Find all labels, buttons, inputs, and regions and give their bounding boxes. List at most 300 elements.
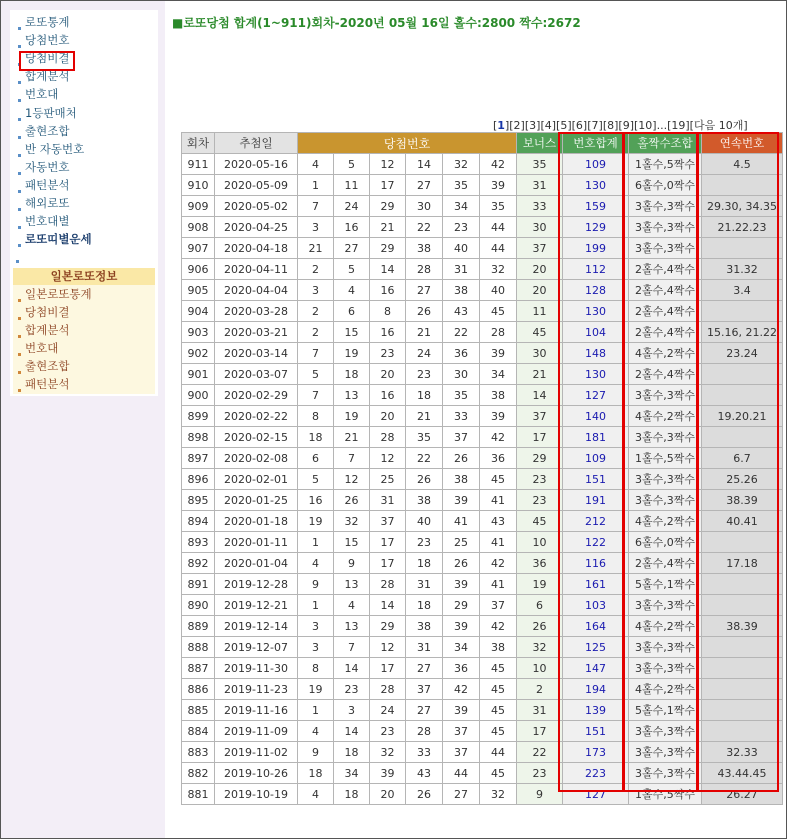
cell-date: 2019-12-14	[215, 616, 298, 637]
cell-consecutive: 6.7	[702, 448, 783, 469]
cell-date: 2020-03-21	[215, 322, 298, 343]
cell-number: 21	[370, 217, 406, 238]
cell-consecutive: 43.44.45	[702, 763, 783, 784]
cell-odd-even: 3홀수,3짝수	[629, 595, 702, 616]
cell-odd-even: 5홀수,1짝수	[629, 574, 702, 595]
cell-sum[interactable]: 139	[563, 700, 629, 721]
cell-round: 888	[182, 637, 215, 658]
sidebar-item-label: 번호대별	[25, 214, 70, 228]
page-link[interactable]: 9	[622, 119, 630, 132]
cell-round: 905	[182, 280, 215, 301]
cell-bonus: 31	[517, 175, 563, 196]
table-row	[182, 637, 783, 658]
cell-number: 21	[406, 406, 443, 427]
page-link[interactable]: 6	[575, 119, 583, 132]
japan-sidebar-item[interactable]	[12, 340, 58, 357]
sidebar-item[interactable]	[12, 177, 69, 194]
cell-sum[interactable]: 130	[563, 301, 629, 322]
sidebar-item-label: 당첨번호	[25, 33, 70, 47]
cell-date: 2020-03-14	[215, 343, 298, 364]
cell-number: 16	[298, 490, 334, 511]
table-row	[182, 679, 783, 700]
cell-number: 14	[334, 658, 370, 679]
cell-odd-even: 2홀수,4짝수	[629, 553, 702, 574]
cell-sum[interactable]: 140	[563, 406, 629, 427]
cell-number: 31	[406, 637, 443, 658]
cell-odd-even: 2홀수,4짝수	[629, 364, 702, 385]
cell-round: 911	[182, 154, 215, 175]
cell-sum[interactable]: 127	[563, 385, 629, 406]
bullet-icon	[18, 299, 21, 302]
cell-round: 897	[182, 448, 215, 469]
cell-sum[interactable]: 191	[563, 490, 629, 511]
table-row	[182, 574, 783, 595]
cell-number: 43	[406, 763, 443, 784]
cell-date: 2019-10-26	[215, 763, 298, 784]
cell-number: 14	[370, 259, 406, 280]
cell-number: 22	[406, 217, 443, 238]
cell-bonus: 9	[517, 784, 563, 805]
sidebar-item-label: 자동번호	[25, 160, 70, 174]
cell-number: 44	[480, 217, 517, 238]
cell-bonus: 6	[517, 595, 563, 616]
sidebar-item-label: 당첨비결	[25, 305, 70, 319]
bullet-icon	[18, 172, 21, 175]
cell-date: 2020-01-18	[215, 511, 298, 532]
cell-number: 4	[298, 553, 334, 574]
cell-number: 28	[480, 322, 517, 343]
cell-number: 23	[370, 721, 406, 742]
cell-number: 12	[370, 154, 406, 175]
cell-bonus: 23	[517, 763, 563, 784]
cell-sum[interactable]: 181	[563, 427, 629, 448]
cell-number: 5	[298, 364, 334, 385]
sidebar-item[interactable]	[12, 141, 84, 158]
cell-odd-even: 3홀수,3짝수	[629, 469, 702, 490]
cell-bonus: 21	[517, 364, 563, 385]
cell-number: 17	[370, 658, 406, 679]
bullet-icon	[18, 335, 21, 338]
sidebar-item-label: 반 자동번호	[25, 142, 85, 156]
table-row	[182, 280, 783, 301]
cell-sum[interactable]: 164	[563, 616, 629, 637]
cell-date: 2019-11-09	[215, 721, 298, 742]
cell-consecutive: 26.27	[702, 784, 783, 805]
sidebar-item[interactable]	[12, 32, 69, 49]
cell-number: 13	[334, 616, 370, 637]
cell-sum[interactable]: 223	[563, 763, 629, 784]
cell-number: 12	[370, 637, 406, 658]
cell-date: 2020-04-18	[215, 238, 298, 259]
cell-number: 27	[406, 280, 443, 301]
cell-number: 21	[298, 238, 334, 259]
cell-number: 45	[480, 301, 517, 322]
cell-number: 19	[334, 406, 370, 427]
bullet-icon	[18, 45, 21, 48]
cell-odd-even: 2홀수,4짝수	[629, 322, 702, 343]
cell-number: 23	[370, 343, 406, 364]
page-link[interactable]: 10	[638, 119, 653, 132]
cell-number: 18	[334, 364, 370, 385]
cell-date: 2020-04-04	[215, 280, 298, 301]
bullet-icon	[18, 154, 21, 157]
cell-sum[interactable]: 127	[563, 784, 629, 805]
table-row	[182, 700, 783, 721]
cell-number: 33	[443, 406, 480, 427]
cell-odd-even: 1홀수,5짝수	[629, 154, 702, 175]
cell-round: 909	[182, 196, 215, 217]
cell-number: 41	[480, 490, 517, 511]
cell-number: 11	[334, 175, 370, 196]
page-link[interactable]: 4	[544, 119, 552, 132]
sidebar-item[interactable]	[12, 195, 69, 212]
bullet-icon	[18, 317, 21, 320]
cell-sum[interactable]: 109	[563, 154, 629, 175]
cell-number: 39	[480, 406, 517, 427]
cell-odd-even: 5홀수,1짝수	[629, 700, 702, 721]
sidebar-item-label: 해외로또	[25, 196, 70, 210]
japan-lotto-header: 일본로또정보	[13, 268, 155, 285]
japan-sidebar-item[interactable]	[12, 322, 69, 339]
cell-odd-even: 3홀수,3짝수	[629, 721, 702, 742]
cell-number: 45	[480, 763, 517, 784]
cell-round: 906	[182, 259, 215, 280]
bullet-icon	[18, 81, 21, 84]
cell-number: 21	[406, 322, 443, 343]
sidebar-item-label: 번호대	[25, 341, 59, 355]
cell-number: 7	[334, 637, 370, 658]
cell-odd-even: 2홀수,4짝수	[629, 259, 702, 280]
cell-number: 3	[298, 616, 334, 637]
cell-sum[interactable]: 199	[563, 238, 629, 259]
cell-number: 30	[406, 196, 443, 217]
cell-sum[interactable]: 112	[563, 259, 629, 280]
cell-number: 44	[480, 742, 517, 763]
cell-number: 19	[334, 343, 370, 364]
cell-number: 4	[298, 784, 334, 805]
sidebar-item[interactable]	[12, 123, 69, 140]
cell-sum[interactable]: 147	[563, 658, 629, 679]
cell-consecutive: 3.4	[702, 280, 783, 301]
bullet-icon	[18, 371, 21, 374]
cell-round: 884	[182, 721, 215, 742]
cell-date: 2019-12-21	[215, 595, 298, 616]
cell-sum[interactable]: 104	[563, 322, 629, 343]
cell-number: 8	[298, 406, 334, 427]
cell-date: 2020-02-01	[215, 469, 298, 490]
cell-number: 27	[334, 238, 370, 259]
japan-sidebar-item[interactable]	[12, 304, 69, 321]
table-row	[182, 259, 783, 280]
japan-sidebar-item[interactable]	[12, 358, 69, 375]
cell-odd-even: 4홀수,2짝수	[629, 406, 702, 427]
cell-number: 13	[334, 574, 370, 595]
cell-odd-even: 3홀수,3짝수	[629, 196, 702, 217]
cell-number: 37	[443, 427, 480, 448]
table-row	[182, 490, 783, 511]
cell-round: 901	[182, 364, 215, 385]
bullet-icon	[18, 389, 21, 392]
sidebar-item[interactable]	[12, 231, 92, 248]
cell-number: 3	[298, 637, 334, 658]
cell-consecutive: 29.30, 34.35	[702, 196, 783, 217]
cell-consecutive	[702, 700, 783, 721]
cell-date: 2020-01-04	[215, 553, 298, 574]
cell-round: 881	[182, 784, 215, 805]
cell-consecutive: 15.16, 21.22	[702, 322, 783, 343]
cell-number: 38	[406, 490, 443, 511]
cell-sum[interactable]: 122	[563, 532, 629, 553]
cell-sum[interactable]: 109	[563, 448, 629, 469]
table-row	[182, 427, 783, 448]
page-link[interactable]: 2	[513, 119, 521, 132]
table-row	[182, 322, 783, 343]
cell-date: 2019-12-07	[215, 637, 298, 658]
cell-number: 23	[334, 679, 370, 700]
cell-number: 17	[370, 175, 406, 196]
cell-round: 910	[182, 175, 215, 196]
cell-number: 30	[443, 364, 480, 385]
next-10-link[interactable]: 다음 10개	[693, 119, 744, 132]
cell-sum[interactable]: 159	[563, 196, 629, 217]
page-link-last[interactable]: 19	[671, 119, 686, 132]
cell-number: 40	[406, 511, 443, 532]
cell-odd-even: 4홀수,2짝수	[629, 511, 702, 532]
cell-number: 42	[480, 154, 517, 175]
cell-number: 32	[370, 742, 406, 763]
cell-sum[interactable]: 151	[563, 721, 629, 742]
cell-bonus: 2	[517, 679, 563, 700]
cell-sum[interactable]: 116	[563, 553, 629, 574]
cell-odd-even: 1홀수,5짝수	[629, 448, 702, 469]
cell-date: 2020-04-11	[215, 259, 298, 280]
cell-number: 26	[443, 448, 480, 469]
table-row	[182, 784, 783, 805]
cell-consecutive	[702, 679, 783, 700]
table-row	[182, 175, 783, 196]
cell-number: 16	[370, 280, 406, 301]
cell-number: 35	[443, 175, 480, 196]
cell-bonus: 20	[517, 259, 563, 280]
cell-number: 15	[334, 532, 370, 553]
cell-sum[interactable]: 128	[563, 280, 629, 301]
cell-number: 16	[370, 322, 406, 343]
table-row	[182, 469, 783, 490]
cell-number: 38	[480, 637, 517, 658]
cell-number: 7	[298, 385, 334, 406]
sidebar-item[interactable]	[12, 159, 69, 176]
cell-number: 24	[334, 196, 370, 217]
cell-number: 25	[443, 532, 480, 553]
cell-consecutive	[702, 574, 783, 595]
sidebar-item-label: 번호대	[25, 87, 59, 101]
page-link[interactable]: 1	[497, 119, 505, 132]
cell-number: 42	[480, 553, 517, 574]
cell-sum[interactable]: 148	[563, 343, 629, 364]
cell-number: 38	[406, 616, 443, 637]
cell-odd-even: 6홀수,0짝수	[629, 175, 702, 196]
bullet-icon	[18, 353, 21, 356]
cell-consecutive	[702, 532, 783, 553]
japan-sidebar-item[interactable]	[12, 286, 92, 303]
cell-odd-even: 1홀수,5짝수	[629, 784, 702, 805]
sidebar-item[interactable]	[12, 14, 69, 31]
cell-number: 24	[370, 700, 406, 721]
sidebar-item[interactable]	[12, 213, 69, 230]
cell-number: 31	[443, 259, 480, 280]
cell-round: 904	[182, 301, 215, 322]
cell-round: 908	[182, 217, 215, 238]
cell-number: 24	[406, 343, 443, 364]
cell-number: 28	[370, 427, 406, 448]
cell-number: 42	[443, 679, 480, 700]
cell-number: 16	[370, 385, 406, 406]
cell-number: 19	[298, 679, 334, 700]
cell-number: 32	[480, 259, 517, 280]
cell-number: 5	[334, 259, 370, 280]
cell-sum[interactable]: 129	[563, 217, 629, 238]
col-bonus-header: 보너스	[517, 133, 563, 154]
sidebar-item[interactable]	[12, 86, 58, 103]
cell-date: 2020-01-25	[215, 490, 298, 511]
page-link[interactable]: 8	[607, 119, 615, 132]
page-link[interactable]: 5	[560, 119, 568, 132]
cell-date: 2020-03-07	[215, 364, 298, 385]
cell-number: 4	[298, 154, 334, 175]
cell-number: 23	[443, 217, 480, 238]
cell-number: 38	[443, 280, 480, 301]
cell-bonus: 31	[517, 700, 563, 721]
cell-number: 35	[443, 385, 480, 406]
cell-number: 27	[406, 658, 443, 679]
sidebar-item-label: 패턴분석	[25, 178, 70, 192]
cell-odd-even: 3홀수,3짝수	[629, 238, 702, 259]
table-row	[182, 406, 783, 427]
sidebar-item[interactable]	[12, 105, 77, 122]
cell-number: 37	[370, 511, 406, 532]
cell-consecutive: 32.33	[702, 742, 783, 763]
cell-number: 32	[480, 784, 517, 805]
cell-sum[interactable]: 151	[563, 469, 629, 490]
cell-date: 2020-03-28	[215, 301, 298, 322]
cell-bonus: 30	[517, 217, 563, 238]
japan-sidebar-item[interactable]	[12, 376, 69, 393]
cell-number: 43	[480, 511, 517, 532]
cell-sum[interactable]: 130	[563, 364, 629, 385]
cell-number: 29	[443, 595, 480, 616]
cell-sum[interactable]: 173	[563, 742, 629, 763]
cell-sum[interactable]: 125	[563, 637, 629, 658]
cell-date: 2020-04-25	[215, 217, 298, 238]
cell-bonus: 20	[517, 280, 563, 301]
highlight-box-winning-secret	[19, 51, 75, 71]
cell-number: 27	[406, 175, 443, 196]
cell-date: 2020-05-09	[215, 175, 298, 196]
cell-number: 3	[298, 217, 334, 238]
cell-date: 2019-11-02	[215, 742, 298, 763]
cell-sum[interactable]: 103	[563, 595, 629, 616]
cell-number: 29	[370, 616, 406, 637]
cell-number: 2	[298, 301, 334, 322]
cell-odd-even: 3홀수,3짝수	[629, 637, 702, 658]
cell-number: 26	[406, 469, 443, 490]
cell-bonus: 29	[517, 448, 563, 469]
cell-number: 7	[334, 448, 370, 469]
cell-number: 27	[443, 784, 480, 805]
cell-consecutive	[702, 658, 783, 679]
cell-number: 26	[334, 490, 370, 511]
cell-number: 23	[406, 532, 443, 553]
cell-number: 16	[334, 217, 370, 238]
cell-sum[interactable]: 194	[563, 679, 629, 700]
cell-number: 14	[370, 595, 406, 616]
col-sum-header: 번호합계	[563, 133, 629, 154]
cell-number: 2	[298, 259, 334, 280]
table-row	[182, 343, 783, 364]
cell-sum[interactable]: 212	[563, 511, 629, 532]
cell-number: 28	[370, 574, 406, 595]
table-row	[182, 742, 783, 763]
cell-bonus: 32	[517, 637, 563, 658]
cell-number: 18	[406, 385, 443, 406]
cell-consecutive	[702, 385, 783, 406]
cell-number: 39	[370, 763, 406, 784]
sidebar-item-label: 로또띠별운세	[25, 232, 92, 246]
cell-number: 42	[480, 427, 517, 448]
table-row	[182, 238, 783, 259]
cell-number: 44	[480, 238, 517, 259]
cell-number: 8	[370, 301, 406, 322]
page-link[interactable]: 7	[591, 119, 599, 132]
page-link[interactable]: 3	[529, 119, 537, 132]
cell-number: 3	[298, 280, 334, 301]
bullet-icon	[18, 190, 21, 193]
cell-consecutive: 38.39	[702, 616, 783, 637]
cell-odd-even: 2홀수,4짝수	[629, 301, 702, 322]
cell-number: 1	[298, 175, 334, 196]
cell-number: 28	[406, 721, 443, 742]
cell-number: 12	[334, 469, 370, 490]
cell-round: 899	[182, 406, 215, 427]
cell-number: 2	[298, 322, 334, 343]
cell-odd-even: 4홀수,2짝수	[629, 343, 702, 364]
cell-number: 14	[334, 721, 370, 742]
cell-number: 37	[480, 595, 517, 616]
cell-number: 40	[443, 238, 480, 259]
cell-number: 38	[480, 385, 517, 406]
page-title: ■로또당첨 합계(1~911)회차-2020년 05월 16일 홀수:2800 짝수:2672	[172, 16, 581, 30]
cell-consecutive: 17.18	[702, 553, 783, 574]
cell-number: 7	[298, 196, 334, 217]
cell-sum[interactable]: 161	[563, 574, 629, 595]
sidebar-item-label: 1등판매처	[25, 106, 77, 120]
table-row	[182, 721, 783, 742]
table-row	[182, 553, 783, 574]
cell-odd-even: 3홀수,3짝수	[629, 763, 702, 784]
pagination: [1][2][3][4][5][6][7][8][9][10]...[19][다음 10개]	[493, 119, 748, 132]
cell-sum[interactable]: 130	[563, 175, 629, 196]
cell-bonus: 36	[517, 553, 563, 574]
cell-round: 883	[182, 742, 215, 763]
bullet-icon	[18, 99, 21, 102]
cell-date: 2020-02-22	[215, 406, 298, 427]
cell-number: 3	[334, 700, 370, 721]
table-row	[182, 658, 783, 679]
cell-number: 32	[334, 511, 370, 532]
cell-bonus: 30	[517, 343, 563, 364]
bullet-icon	[18, 27, 21, 30]
cell-bonus: 10	[517, 532, 563, 553]
